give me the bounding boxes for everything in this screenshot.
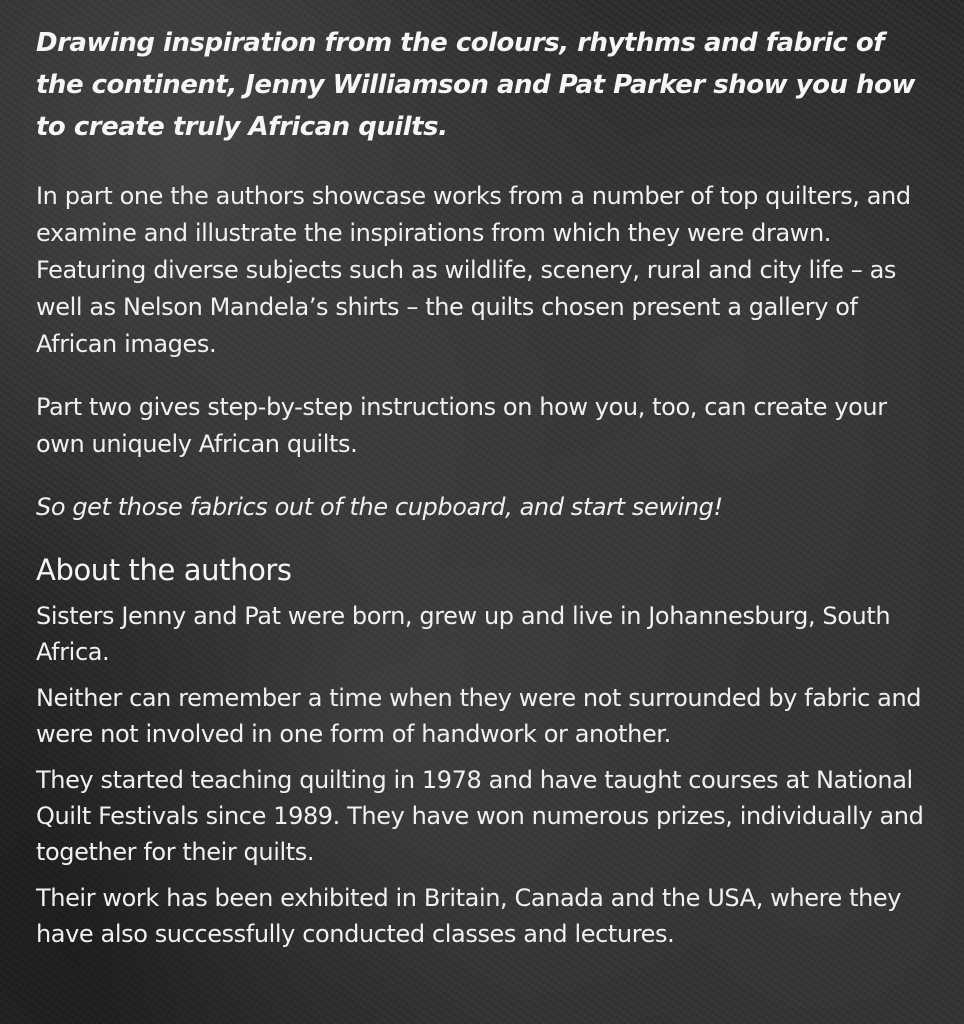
author-bio-fabric: Neither can remember a time when they were not surrounded by fabric and were not involved in one form of handwork or another. [36, 684, 922, 748]
closing-tagline: So get those fabrics out of the cupboard, and start sewing! [36, 493, 723, 521]
author-bio-exhibitions: Their work has been exhibited in Britain, Canada and the USA, where they have also successfully conducted classes and lectures. [36, 884, 902, 948]
description-part-one: In part one the authors showcase works from a number of top quilters, and examine and illustrate the inspirations from which they were drawn. Featuring diverse subjects such as wildlife, scenery, rural and city life – as well as Nelson Mandela’s shirts – the quilts chosen present a gallery of African images. [36, 182, 911, 358]
about-authors-heading: About the authors [36, 553, 292, 587]
author-bio-teaching: They started teaching quilting in 1978 and have taught courses at National Quilt Festivals since 1989. They have won numerous prizes, individually and together for their quilts. [36, 766, 924, 866]
author-bio-origin: Sisters Jenny and Pat were born, grew up and live in Johannesburg, South Africa. [36, 602, 891, 666]
description-part-two: Part two gives step-by-step instructions on how you, too, can create your own uniquely African quilts. [36, 393, 887, 458]
intro-blurb: Drawing inspiration from the colours, rhythms and fabric of the continent, Jenny Williamson and Pat Parker show you how to create truly African quilts. [36, 28, 915, 142]
